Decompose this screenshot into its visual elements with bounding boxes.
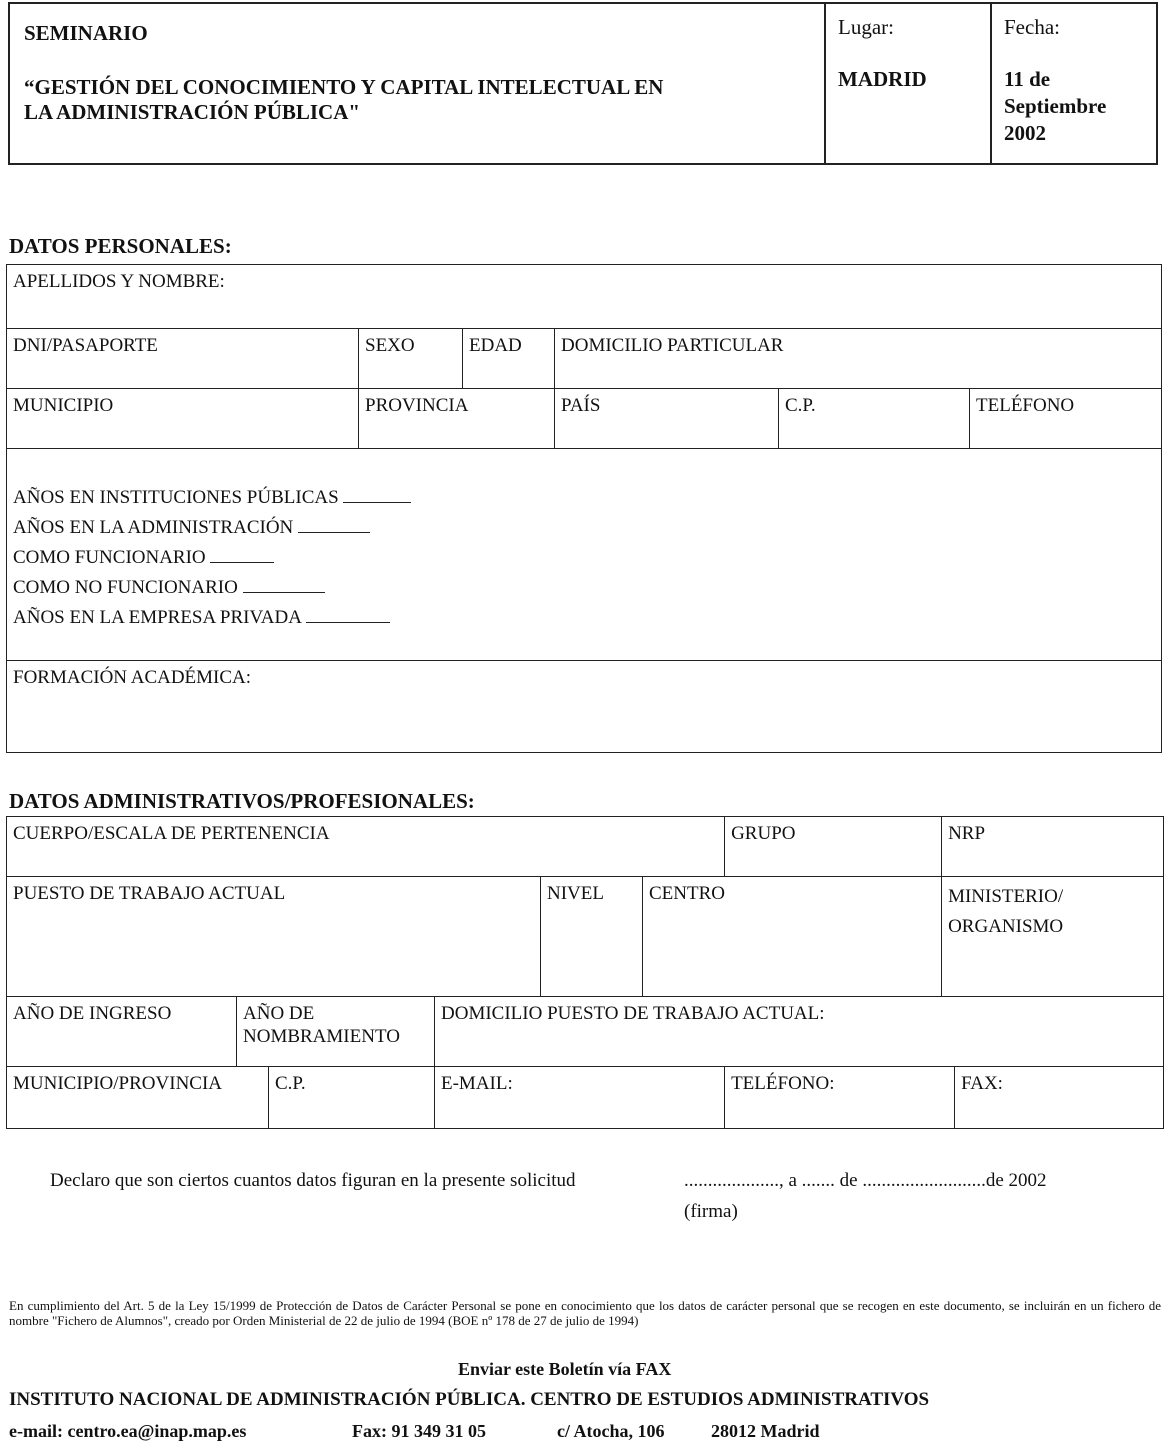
puesto-field[interactable] — [7, 877, 541, 997]
pais-label: PAÍS — [561, 395, 601, 416]
legal-notice: En cumplimiento del Art. 5 de la Ley 15/1999 de Protección de Datos de Carácter Personal se pone en conocimiento que los datos de carácter personal que se recogen en este documento, se incluirán en un fichero de nombre "Fichero de Alumnos", creado por Orden Ministerial de 22 de julio de 1994 (BOE nº 178 de 27 de julio de 1994) — [9, 1298, 1161, 1328]
formacion-field[interactable] — [7, 661, 1162, 753]
anos-administracion-blank[interactable] — [298, 516, 370, 533]
header-divider — [990, 4, 992, 163]
como-no-funcionario-blank[interactable] — [243, 576, 325, 593]
personal-data-table — [6, 264, 1162, 753]
firma-label: (firma) — [684, 1201, 738, 1222]
puesto-label: PUESTO DE TRABAJO ACTUAL — [13, 883, 286, 904]
admin-cp-field[interactable] — [269, 1067, 435, 1129]
declaration-text: Declaro que son ciertos cuantos datos figuran en la presente solicitud — [50, 1170, 576, 1191]
admin-data-table — [6, 816, 1164, 1129]
organismo-label: ORGANISMO — [948, 916, 1064, 937]
ano-nombramiento-field[interactable] — [237, 997, 435, 1067]
nombramiento-label: NOMBRAMIENTO — [243, 1026, 400, 1047]
lugar-label: Lugar: — [838, 15, 894, 39]
como-funcionario-blank[interactable] — [210, 546, 274, 563]
send-by-fax-note: Enviar este Boletín vía FAX — [458, 1359, 672, 1379]
date-signature-line[interactable]: ...................., a ....... de ..........................de 2002 — [684, 1170, 1047, 1191]
lugar-value: MADRID — [838, 67, 927, 91]
admin-telefono-field[interactable] — [725, 1067, 955, 1129]
municipio-field[interactable] — [7, 389, 359, 449]
sexo-field[interactable] — [359, 329, 463, 389]
anos-instituciones-blank[interactable] — [343, 486, 411, 503]
formacion-label: FORMACIÓN ACADÉMICA: — [13, 667, 252, 688]
edad-label: EDAD — [469, 335, 522, 356]
telefono-field[interactable] — [970, 389, 1162, 449]
contact-address: c/ Atocha, 106 — [557, 1421, 665, 1441]
centro-field[interactable] — [643, 877, 942, 997]
contact-email[interactable]: e-mail: centro.ea@inap.map.es — [9, 1421, 247, 1441]
grupo-label: GRUPO — [731, 823, 796, 844]
personal-data-heading: DATOS PERSONALES: — [9, 234, 232, 258]
ano-nombramiento-label: AÑO DE — [243, 1003, 315, 1024]
anos-administracion-row — [13, 513, 1155, 543]
ministerio-label: MINISTERIO/ — [948, 886, 1064, 907]
cuerpo-field[interactable] — [7, 817, 725, 877]
municipio-provincia-field[interactable] — [7, 1067, 269, 1129]
edad-field[interactable] — [463, 329, 555, 389]
cuerpo-label: CUERPO/ESCALA DE PERTENENCIA — [13, 823, 330, 844]
anos-instituciones-label: AÑOS EN INSTITUCIONES PÚBLICAS — [13, 487, 339, 508]
nrp-field[interactable] — [942, 817, 1164, 877]
domicilio-label: DOMICILIO PARTICULAR — [561, 335, 784, 356]
fax-field[interactable] — [955, 1067, 1164, 1129]
pais-field[interactable] — [555, 389, 779, 449]
como-funcionario-label: COMO FUNCIONARIO — [13, 547, 206, 568]
nrp-label: NRP — [948, 823, 986, 844]
cp-label: C.P. — [785, 395, 816, 416]
admin-telefono-label: TELÉFONO: — [731, 1073, 835, 1094]
fecha-label: Fecha: — [1004, 15, 1060, 39]
anos-empresa-blank[interactable] — [306, 606, 390, 623]
seminar-title-line1: “GESTIÓN DEL CONOCIMIENTO Y CAPITAL INTELECTUAL EN — [24, 75, 664, 99]
ano-ingreso-field[interactable] — [7, 997, 237, 1067]
experience-block — [7, 449, 1162, 661]
como-no-funcionario-row — [13, 573, 1155, 603]
provincia-label: PROVINCIA — [365, 395, 469, 416]
fax-label: FAX: — [961, 1073, 1003, 1094]
anos-empresa-label: AÑOS EN LA EMPRESA PRIVADA — [13, 607, 301, 628]
fecha-month: Septiembre — [1004, 94, 1107, 118]
seminar-title-line2: LA ADMINISTRACIÓN PÚBLICA" — [24, 100, 361, 124]
telefono-label: TELÉFONO — [976, 395, 1075, 416]
seminar-label: SEMINARIO — [24, 21, 148, 45]
anos-administracion-label: AÑOS EN LA ADMINISTRACIÓN — [13, 517, 294, 538]
anos-instituciones-row — [13, 483, 1155, 513]
domicilio-field[interactable] — [555, 329, 1162, 389]
apellidos-label: APELLIDOS Y NOMBRE: — [13, 271, 225, 292]
ministerio-field[interactable] — [942, 877, 1164, 997]
provincia-field[interactable] — [359, 389, 555, 449]
municipio-provincia-label: MUNICIPIO/PROVINCIA — [13, 1073, 223, 1094]
cp-field[interactable] — [779, 389, 970, 449]
como-funcionario-row — [13, 543, 1155, 573]
admin-cp-label: C.P. — [275, 1073, 306, 1094]
fecha-day: 11 de — [1004, 67, 1051, 91]
dni-label: DNI/PASAPORTE — [13, 335, 158, 356]
grupo-field[interactable] — [725, 817, 942, 877]
nivel-field[interactable] — [541, 877, 643, 997]
sexo-label: SEXO — [365, 335, 415, 356]
institute-name: INSTITUTO NACIONAL DE ADMINISTRACIÓN PÚBLICA. CENTRO DE ESTUDIOS ADMINISTRATIVOS — [9, 1389, 930, 1410]
nivel-label: NIVEL — [547, 883, 604, 904]
seminar-header-box — [8, 2, 1158, 165]
header-divider — [824, 4, 826, 163]
domicilio-puesto-field[interactable] — [435, 997, 1164, 1067]
dni-field[interactable] — [7, 329, 359, 389]
apellidos-field[interactable] — [7, 265, 1162, 329]
anos-empresa-row — [13, 603, 1155, 633]
contact-fax: Fax: 91 349 31 05 — [352, 1421, 486, 1441]
contact-city: 28012 Madrid — [711, 1421, 820, 1441]
email-label: E-MAIL: — [441, 1073, 513, 1094]
como-no-funcionario-label: COMO NO FUNCIONARIO — [13, 577, 238, 598]
ano-ingreso-label: AÑO DE INGRESO — [13, 1003, 172, 1024]
centro-label: CENTRO — [649, 883, 725, 904]
domicilio-puesto-label: DOMICILIO PUESTO DE TRABAJO ACTUAL: — [441, 1003, 825, 1024]
municipio-label: MUNICIPIO — [13, 395, 114, 416]
admin-data-heading: DATOS ADMINISTRATIVOS/PROFESIONALES: — [9, 789, 475, 813]
fecha-year: 2002 — [1004, 121, 1046, 145]
email-field[interactable] — [435, 1067, 725, 1129]
